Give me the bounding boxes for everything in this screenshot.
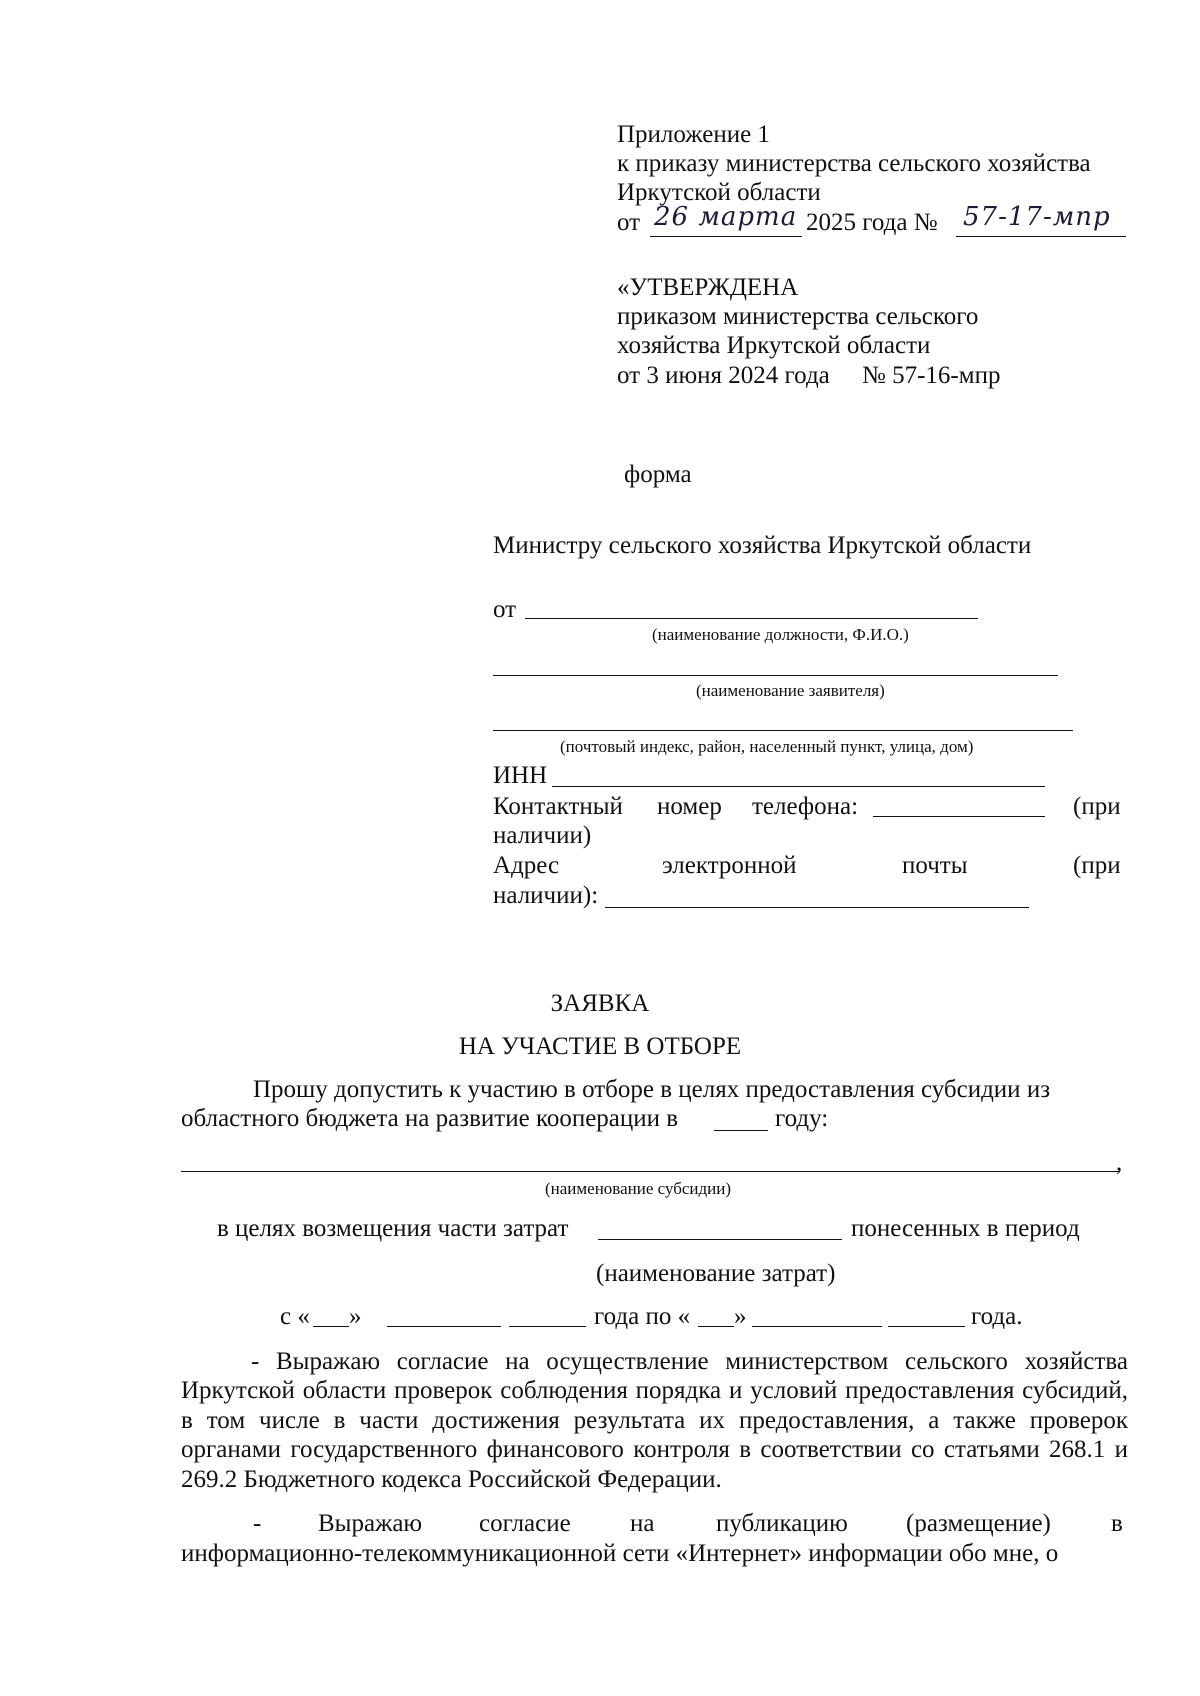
consent2-line-2: информационно-телекоммуникационной сети «Интернет» информации обо мне, о: [181, 1540, 1059, 1567]
appendix-number: Приложение 1: [617, 121, 770, 148]
appendix-number-line: [956, 236, 1126, 237]
handwritten-order-number: 57-17-мпр: [963, 202, 1111, 232]
period-from-day-line: [313, 1326, 349, 1327]
approved-date: от 3 июня 2024 года: [617, 362, 830, 389]
email-label-word-1: Адрес: [493, 852, 560, 879]
subsidy-comma: ,: [1116, 1149, 1123, 1176]
from-prefix: от: [493, 596, 517, 623]
phone-note-b: наличии): [493, 822, 592, 849]
period-to-close: »: [734, 1303, 747, 1330]
document-subtitle: НА УЧАСТИЕ В ОТБОРЕ: [458, 1033, 742, 1060]
handwritten-date: 26 марта: [654, 202, 798, 232]
email-note-a: (при: [1073, 852, 1121, 879]
year-field-line: [714, 1130, 768, 1131]
approved-title: «УТВЕРЖДЕНА: [617, 274, 799, 301]
caption-position: (наименование должности, Ф.И.О.): [652, 625, 909, 644]
appendix-date-line: [650, 236, 802, 237]
period-to-day-line: [698, 1326, 734, 1327]
position-field-line: [525, 618, 978, 619]
period-from-year-line: [509, 1326, 586, 1327]
period-to-year-line: [888, 1326, 965, 1327]
phone-note-a: (при: [1073, 793, 1121, 820]
appendix-year: 2025 года №: [806, 209, 938, 236]
appendix-date-prefix: от: [617, 209, 641, 236]
phone-field-line: [873, 816, 1045, 817]
phone-label-word-1: Контактный: [493, 793, 623, 820]
phone-label-word-3: телефона:: [752, 793, 859, 820]
address-field-line: [493, 730, 1073, 731]
subsidy-field-line: [181, 1171, 1119, 1172]
appendix-order-ref: к приказу министерства сельского хозяйства: [617, 150, 1091, 177]
consent2-word-5: публикацию: [716, 1510, 848, 1537]
caption-costs: (наименование затрат): [596, 1260, 836, 1287]
consent2-word-7: в: [1111, 1510, 1123, 1537]
period-from-close: »: [349, 1303, 362, 1330]
period-end: года.: [971, 1303, 1023, 1330]
approved-line-2: приказом министерства сельского: [617, 303, 979, 330]
phone-label-word-2: номер: [657, 793, 722, 820]
request-line-2a: областного бюджета на развитие кооперации в: [181, 1105, 679, 1132]
approved-line-3: хозяйства Иркутской области: [617, 332, 931, 359]
applicant-field-line: [493, 675, 1058, 676]
costs-text-a: в целях возмещения части затрат: [217, 1215, 569, 1242]
consent2-word-3: согласие: [479, 1510, 571, 1537]
consent2-word-4: на: [630, 1510, 655, 1537]
consent-paragraph-1: - Выражаю согласие на осуществление министерством сельского хозяйства Иркутской области проверок соблюдения порядка и условий предоставления субсидий, в том числе в части достижения результата их предоставления, а также проверок органами государственного финансового контроля в соответствии со статьями 268.1 и 269.2 Бюджетного кодекса Российской Федерации.: [181, 1348, 1128, 1493]
request-line-2b: году:: [775, 1105, 829, 1132]
approved-number: № 57-16-мпр: [862, 362, 1001, 389]
period-from-month-line: [387, 1326, 501, 1327]
email-label-word-2: электронной: [662, 852, 797, 879]
inn-field-line: [552, 786, 1045, 787]
period-to-open: года по «: [594, 1303, 691, 1330]
costs-field-line: [598, 1239, 842, 1240]
email-note-b: наличии):: [493, 882, 599, 909]
caption-subsidy: (наименование субсидии): [545, 1179, 732, 1198]
caption-applicant: (наименование заявителя): [696, 681, 885, 700]
appendix-region: Иркутской области: [617, 179, 821, 206]
consent2-word-6: (размещение): [906, 1510, 1051, 1537]
addressee: Министру сельского хозяйства Иркутской области: [493, 532, 1032, 559]
inn-label: ИНН: [493, 762, 548, 789]
period-to-month-line: [752, 1326, 882, 1327]
period-from-open: с «: [280, 1303, 310, 1330]
caption-address: (почтовый индекс, район, населенный пункт, улица, дом): [560, 737, 974, 756]
consent2-word-1: -: [253, 1510, 262, 1537]
consent2-word-2: Выражаю: [318, 1510, 423, 1537]
form-label: форма: [624, 461, 692, 488]
request-line-1: Прошу допустить к участию в отборе в целях предоставления субсидии из: [253, 1076, 1051, 1103]
costs-text-b: понесенных в период: [851, 1215, 1080, 1242]
email-field-line: [605, 907, 1029, 908]
document-title: ЗАЯВКА: [550, 990, 650, 1017]
email-label-word-3: почты: [902, 852, 968, 879]
